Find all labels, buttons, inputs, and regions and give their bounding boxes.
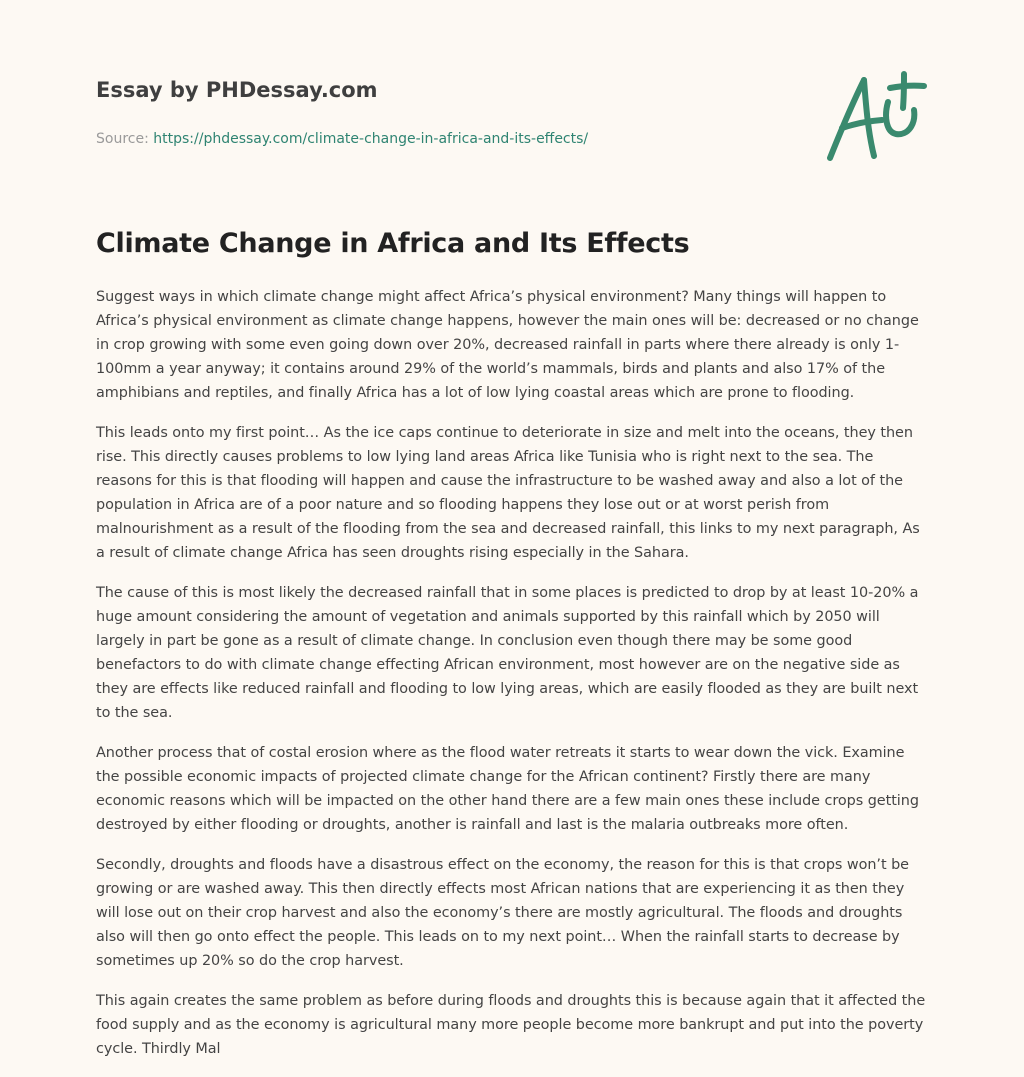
brand-title: Essay by PHDessay.com bbox=[96, 78, 378, 102]
essay-paragraph: This again creates the same problem as before during floods and droughts this is because again that it affected the food supply and as the economy is agricultural many more people become more bankrupt and put into the poverty cycle. Thirdly Mal bbox=[96, 993, 926, 1057]
a-plus-logo-svg bbox=[820, 66, 930, 166]
essay-paragraph: Suggest ways in which climate change might affect Africa’s physical environment? Many things will happen to Africa’s physical environment as climate change happens, however the main ones will be: decreased or no change in crop growing with some even going down over 20%, decreased rainfall in parts where there already is only 1-100mm a year anyway; it contains around 29% of the world’s mammals, birds and plants and also 17% of the amphibians and reptiles, and finally Africa has a lot of low lying coastal areas which are prone to flooding. bbox=[96, 289, 919, 401]
essay-paragraph: This leads onto my first point… As the ice caps continue to deteriorate in size and melt into the oceans, they then rise. This directly causes problems to low lying land areas Africa like Tunisia who is right next to the sea. The reasons for this is that flooding will happen and cause the infrastructure to be washed away and also a lot of the population in Africa are of a poor nature and so flooding happens they lose out or at worst perish from malnourishment as a result of the flooding from the sea and decreased rainfall, this links to my next paragraph, As a result of climate change Africa has seen droughts rising especially in the Sahara. bbox=[96, 425, 920, 561]
essay-paragraph: Another process that of costal erosion where as the flood water retreats it starts to wear down the vick. Examine the possible economic impacts of projected climate change for the African continent? Firstly there are many economic reasons which will be impacted on the other hand there are a few main ones these include crops getting destroyed by either flooding or droughts, another is rainfall and last is the malaria outbreaks more often. bbox=[96, 745, 919, 833]
page-header bbox=[96, 76, 796, 148]
essay-paragraph: The cause of this is most likely the decreased rainfall that in some places is predicted to drop by at least 10-20% a huge amount considering the amount of vegetation and animals supported by this rainfall which by 2050 will largely in part be gone as a result of climate change. In conclusion even though there may be some good benefactors to do with climate change effecting African environment, most however are on the negative side as they are effects like reduced rainfall and flooding to low lying areas, which are easily flooded as they are built next to the sea. bbox=[96, 585, 919, 721]
source-line bbox=[96, 130, 796, 148]
source-link[interactable]: https://phdessay.com/climate-change-in-africa-and-its-effects/ bbox=[153, 131, 589, 147]
essay-body bbox=[96, 285, 928, 1077]
essay-title: Climate Change in Africa and Its Effects bbox=[96, 228, 690, 259]
source-label: Source: bbox=[96, 131, 154, 147]
a-plus-grade-icon bbox=[820, 66, 930, 166]
essay-paragraph: Secondly, droughts and floods have a disastrous effect on the economy, the reason for this is that crops won’t be growing or are washed away. This then directly effects most African nations that are experiencing it as then they will lose out on their crop harvest and also the economy’s there are mostly agricultural. The floods and droughts also will then go onto effect the people. This leads on to my next point… When the rainfall starts to decrease by sometimes up 20% so do the crop harvest. bbox=[96, 857, 909, 969]
